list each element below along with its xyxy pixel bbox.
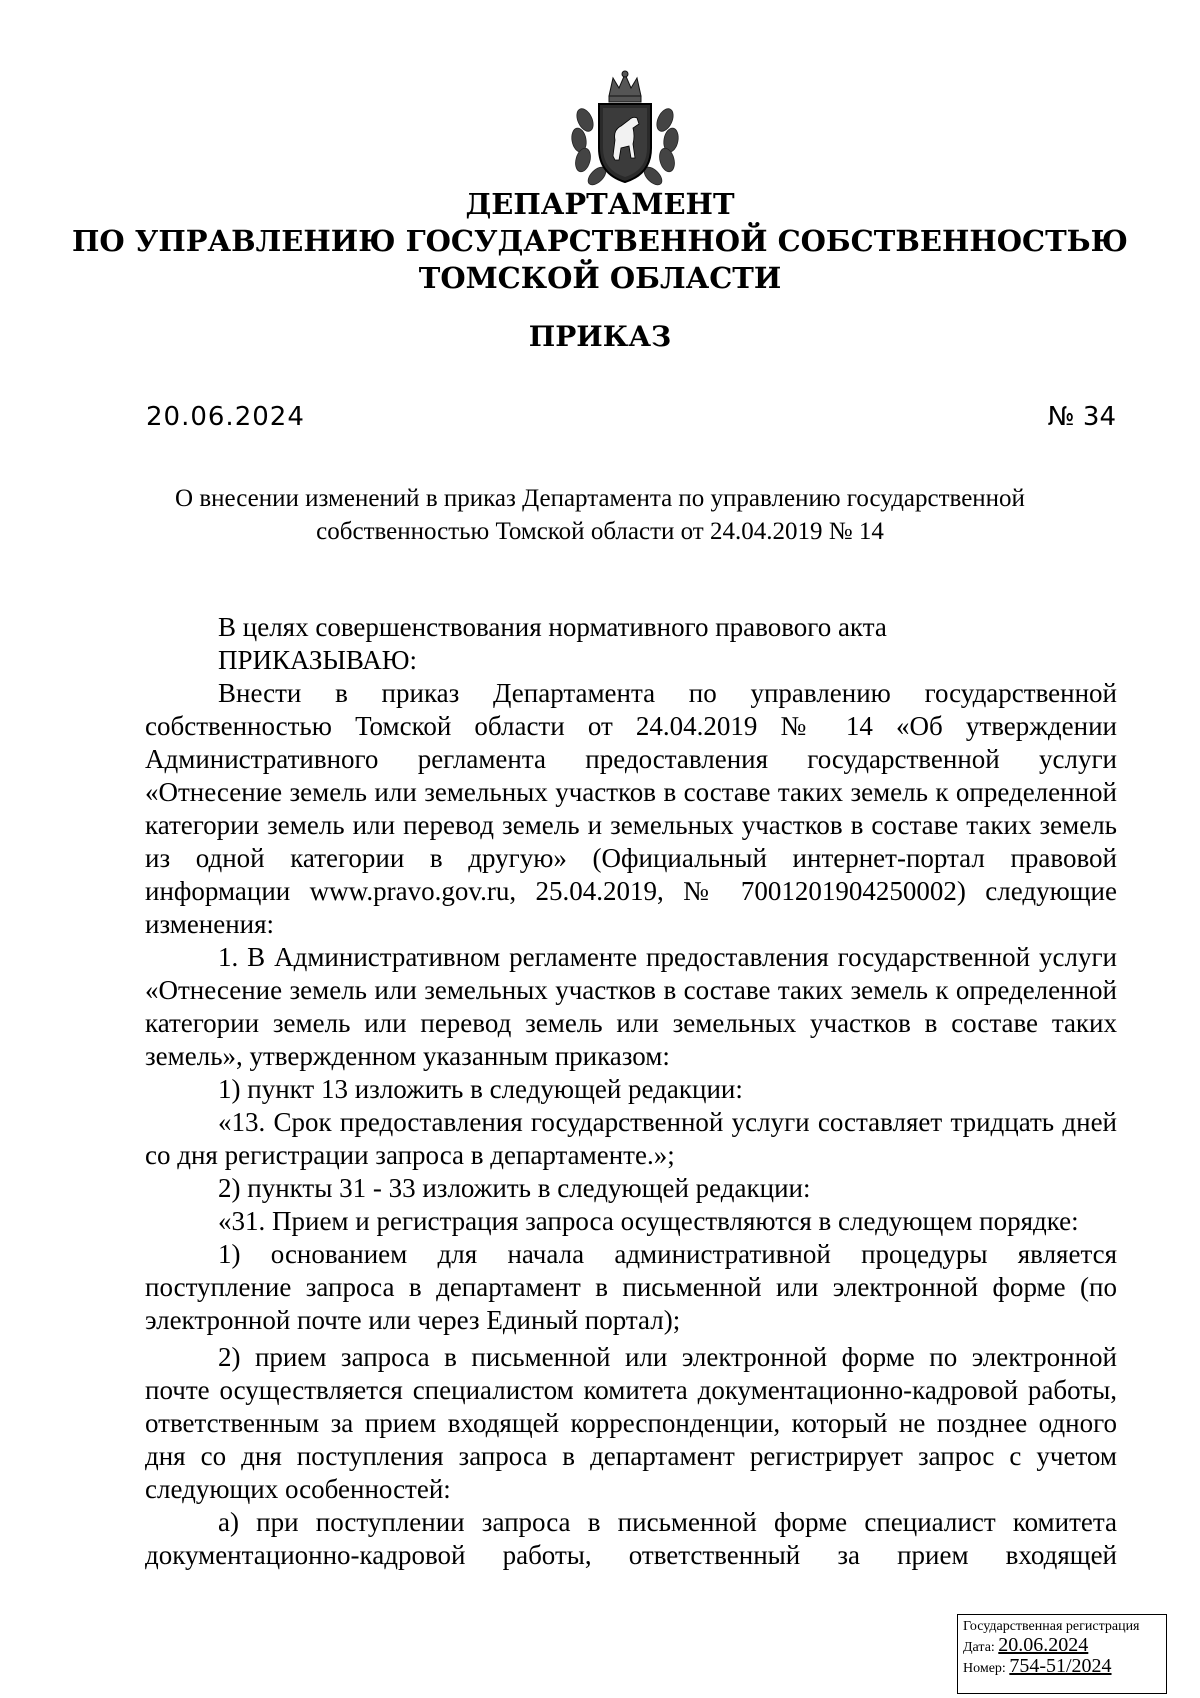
- clause-31-paragraph: «31. Прием и регистрация запроса осуществляются в следующем порядке:: [218, 1206, 1079, 1236]
- subitem-1-paragraph: 1) пункт 13 изложить в следующей редакции:: [218, 1074, 743, 1104]
- stamp-number-value: 754-51/2024: [1009, 1655, 1112, 1677]
- clause-31-sub-2-paragraph: 2) прием запроса в письменной или электронной форме по электронной почте осуществляется специалистом комитета документационно-кадровой работы, ответственным за прием входящей корреспонденции, который не позднее одного дня со дня поступления запроса в департамент регистрирует запрос с учетом следующих особенностей:: [145, 1342, 1117, 1504]
- subject-line-2: собственностью Томской области от 24.04.2019 № 14: [316, 518, 884, 545]
- item-1-paragraph: 1. В Административном регламенте предоставления государственной услуги «Отнесение земель или земельных участков в составе таких земель к определенной категории земель или перевод земель или земельных участков в составе таких земель», утвержденном указанным приказом:: [145, 942, 1117, 1071]
- org-line-2: ПО УПРАВЛЕНИЮ ГОСУДАРСТВЕННОЙ СОБСТВЕННОСТЬЮ: [72, 224, 1128, 258]
- amendment-paragraph: Внести в приказ Департамента по управлению государственной собственностью Томской области от 24.04.2019 № 14 «Об утверждении Административного регламента предоставления государственной услуги «Отнесение земель или земельных участков в составе таких земель к определенной категории земель или перевод земель и земельных участков в составе таких земель из одной категории в другую» (Официальный интернет-портал правовой информации www.pravo.gov.ru, 25.04.2019, № 7001201904250002) следующие изменения:: [145, 678, 1117, 939]
- registration-stamp: [957, 1614, 1167, 1694]
- stamp-date-label: Дата:: [963, 1640, 995, 1655]
- stamp-title: Государственная регистрация: [963, 1619, 1140, 1634]
- order-body: [145, 611, 1117, 1572]
- order-subject: [120, 482, 1080, 548]
- preamble-paragraph: В целях совершенствования нормативного правового акта: [218, 612, 887, 642]
- order-directive: ПРИКАЗЫВАЮ:: [218, 645, 417, 675]
- order-date: 20.06.2024: [146, 402, 305, 432]
- subitem-2-paragraph: 2) пункты 31 - 33 изложить в следующей редакции:: [218, 1173, 811, 1203]
- stamp-date-value: 20.06.2024: [998, 1634, 1089, 1656]
- org-line-3: ТОМСКОЙ ОБЛАСТИ: [418, 261, 782, 295]
- clause-31-sub-1-paragraph: 1) основанием для начала административной процедуры является поступление запроса в департамент в письменной или электронной форме (по электронной почте или через Единый портал);: [145, 1239, 1117, 1335]
- clause-31-sub-a-paragraph: а) при поступлении запроса в письменной форме специалист комитета документационно-кадровой работы, ответственный за прием входящей: [145, 1507, 1117, 1570]
- stamp-date-row: [963, 1636, 1161, 1657]
- stamp-number-label: Номер:: [963, 1661, 1006, 1676]
- stamp-number-row: [963, 1657, 1161, 1678]
- subject-line-1: О внесении изменений в приказ Департамента по управлению государственной: [175, 485, 1025, 512]
- order-number: № 34: [1047, 402, 1116, 432]
- clause-13-paragraph: «13. Срок предоставления государственной услуги составляет тридцать дней со дня регистрации запроса в департаменте.»;: [145, 1107, 1117, 1170]
- tomsk-coat-of-arms-emblem: [563, 70, 687, 188]
- organization-name: [0, 186, 1200, 297]
- document-type-title: ПРИКАЗ: [528, 320, 672, 353]
- org-line-1: ДЕПАРТАМЕНТ: [465, 187, 735, 221]
